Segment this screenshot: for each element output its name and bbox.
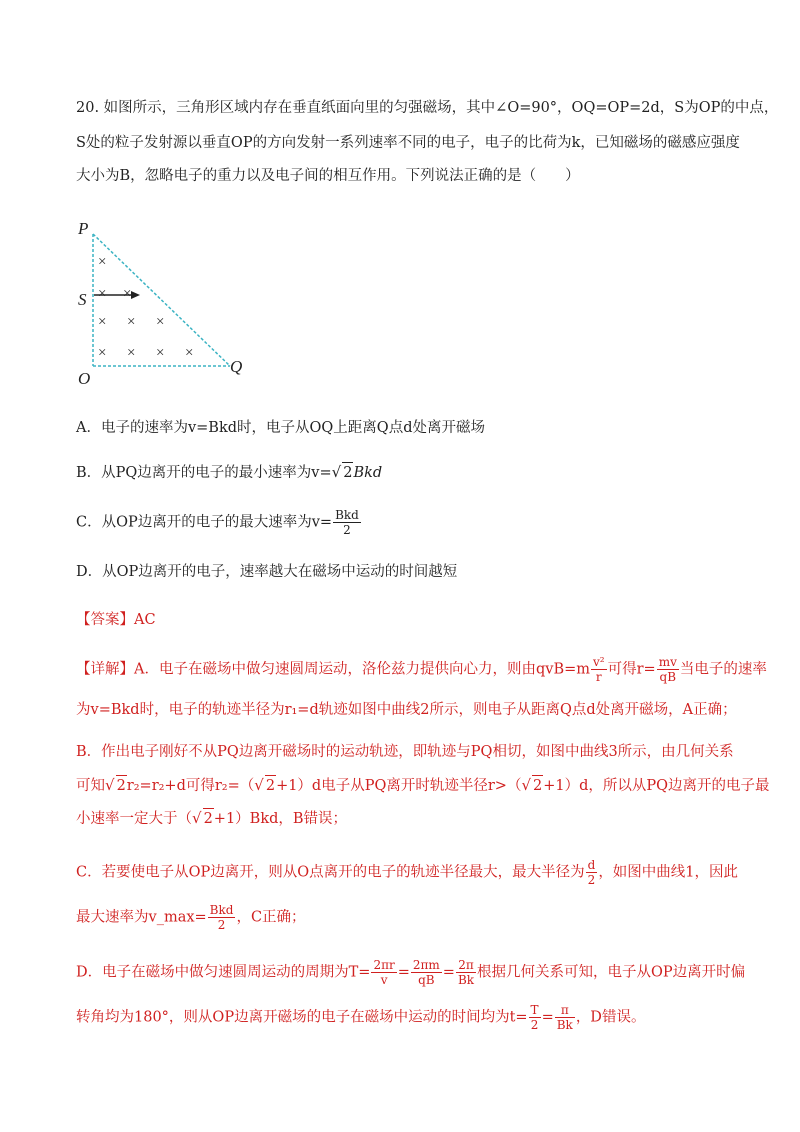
label-o: O [78, 369, 91, 388]
option-c: C．从OP边离开的电子的最大速率为v= $\frac{\text{Bkd}}{2}$ [76, 508, 359, 537]
field-mark: × [156, 345, 165, 361]
magnetic-field-figure [60, 212, 260, 392]
field-marks [98, 254, 193, 361]
question-line-3: 大小为B，忽略电子的重力以及电子间的相互作用。下列说法正确的是（ ） [76, 168, 580, 184]
detail-c-line-1: C．若要使电子从OP边离开，则从O点离开的电子的轨迹半径最大，最大半径为 $\frac{d}{2}$ ，如图中曲线1，因此 [76, 858, 739, 887]
arrow-head-icon [131, 291, 140, 299]
detail-b-line-2: 可知√ 2r₂=r₂+d可得r₂=（√ 2+1）d电子从PQ离开时轨迹半径r>（√ 2+1）d，所以从PQ边离开的电子最 [76, 776, 770, 794]
option-d: D．从OP边离开的电子，速率越大在磁场中运动的时间越短 [76, 564, 458, 580]
label-q: Q [230, 357, 243, 376]
question-line-2: S处的粒子发射源以垂直OP的方向发射一系列速率不同的电子，电子的比荷为k，已知磁场的磁感应强度 [76, 135, 740, 151]
field-mark: × [98, 254, 107, 270]
fraction: $\frac{\text{Bkd}}{2}$ [335, 508, 359, 537]
detail-a-line-1: 【详解】A．电子在磁场中做匀速圆周运动，洛伦兹力提供向心力，则由qvB=m $\frac{\text{v²}}{r}$ 可得r= $\frac{mv}{qB}$ 当电子的速率 [76, 655, 767, 684]
question-number: 20. [76, 100, 100, 116]
answer-label: 【答案】AC [76, 612, 156, 628]
field-mark: × [156, 314, 165, 330]
detail-d-line-2: 转角均为180°，则从OP边离开磁场的电子在磁场中运动的时间均为t= $\frac{T}{2}$ = $\frac{\pi}{Bk}$ ，D错误。 [76, 1003, 646, 1032]
label-p: P [78, 219, 89, 238]
detail-b-line-1: B．作出电子刚好不从PQ边离开磁场时的运动轨迹，即轨迹与PQ相切，如图中曲线3所示，由几何关系 [76, 744, 734, 760]
detail-d-line-1: D．电子在磁场中做匀速圆周运动的周期为T= $\frac{2\pi r}{v}$ = $\frac{2\pi m}{qB}$ = $\frac{2\pi}{Bk}$ 根据几何关系可知，电子从OP边离开时偏 [76, 958, 746, 987]
field-mark: × [98, 345, 107, 361]
option-b: B．从PQ边离开的电子的最小速率为v=√ 2Bkd [76, 463, 383, 481]
field-mark: × [127, 345, 136, 361]
field-mark: × [98, 314, 107, 330]
field-mark: × [98, 286, 107, 302]
detail-c-line-2: 最大速率为v_max= $\frac{\text{Bkd}}{2}$ ，C正确； [76, 903, 306, 932]
detail-b-line-3: 小速率一定大于（√ 2+1）Bkd，B错误； [76, 809, 348, 827]
question-text-1: 如图所示，三角形区域内存在垂直纸面向里的匀强磁场，其中∠O=90°，OQ=OP=2d，S为OP的中点， [103, 100, 779, 116]
detail-a-line-2: 为v=Bkd时，电子的轨迹半径为r₁=d轨迹如图中曲线2所示，则电子从距离Q点d处离开磁场，A正确； [76, 702, 737, 718]
option-a: A．电子的速率为v=Bkd时，电子从OQ上距离Q点d处离开磁场 [76, 420, 485, 436]
question-line-1 [76, 98, 778, 118]
field-mark: × [127, 314, 136, 330]
field-mark: × [185, 345, 194, 361]
label-s: S [78, 290, 87, 309]
field-mark: × [123, 286, 132, 302]
